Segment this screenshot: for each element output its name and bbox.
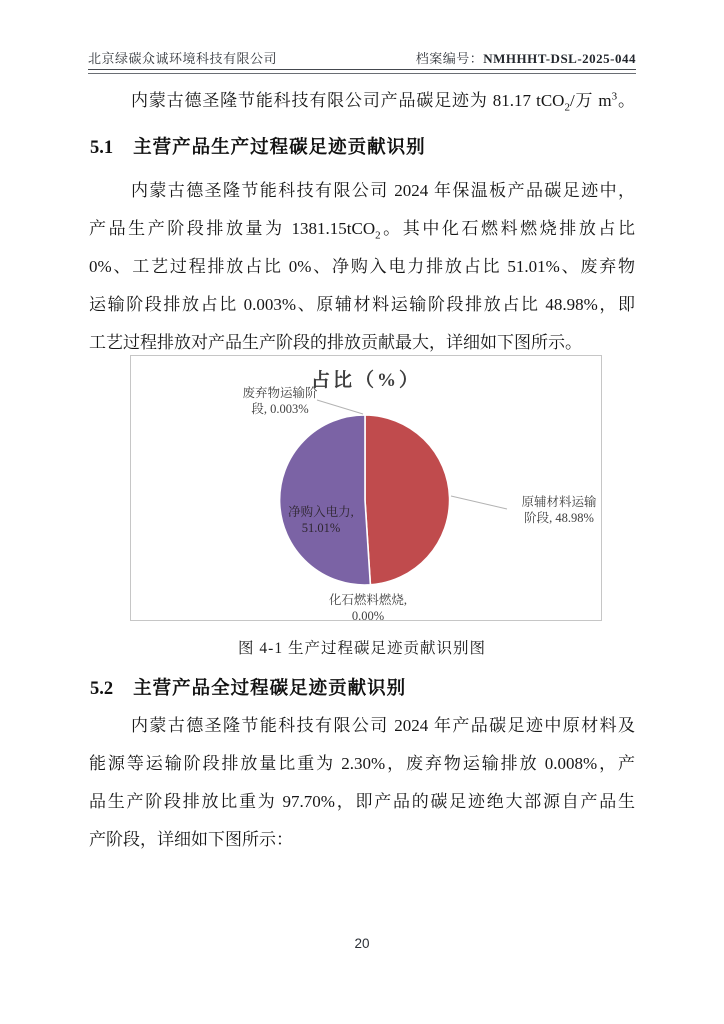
section-title: 主营产品全过程碳足迹贡献识别 [133, 679, 407, 699]
paragraph-line: 品生产阶段排放比重为 97.70%，即产品的碳足迹绝大部源自产品生 [89, 792, 635, 811]
header-archive-number [416, 48, 636, 67]
label-purchased-electricity [261, 504, 381, 536]
paragraph-line: 工艺过程排放对产品生产阶段的排放贡献最大，详细如下图所示。 [89, 333, 582, 352]
chart-title: 占比（%） [310, 370, 421, 391]
label-line: 废弃物运输阶 [242, 386, 318, 400]
paragraph-line: 0%、工艺过程排放占比 0%、净购入电力排放占比 51.01%、废弃物 [89, 257, 635, 276]
section-5-2-heading [90, 674, 636, 700]
label-waste-transport [216, 385, 344, 417]
paragraph-line: 内蒙古德圣隆节能科技有限公司 2024 年保温板产品碳足迹中， [131, 181, 635, 200]
pie-chart-figure [130, 355, 602, 621]
co2-subscript: 2 [375, 229, 381, 242]
paragraph-line [89, 210, 635, 248]
section-5-1-paragraph [89, 172, 635, 362]
leader-line-raw-materials [451, 496, 507, 509]
paragraph-line: 能源等运输阶段排放量比重为 2.30%，废弃物运输排放 0.008%，产 [89, 754, 635, 773]
header-double-rule [88, 69, 636, 74]
section-5-2-paragraph [89, 707, 635, 859]
line-text: 。其中化石燃料燃烧排放占比 [380, 219, 636, 238]
label-line: 净购入电力, [288, 505, 354, 519]
section-number: 5.2 [90, 679, 114, 699]
label-fossil-fuel-combustion [308, 592, 428, 624]
pie-slice-raw-materials-transport [365, 415, 450, 585]
pie-chart-canvas [131, 356, 601, 620]
paragraph-line: 运输阶段排放占比 0.003%、原辅材料运输阶段排放占比 48.98%，即 [89, 295, 635, 314]
line-text: 产品生产阶段排放量为 1381.15tCO [89, 219, 376, 238]
page-number: 20 [354, 936, 370, 951]
label-line: 51.01% [301, 521, 341, 535]
header-company-name: 北京绿碳众诚环境科技有限公司 [88, 51, 278, 66]
section-title: 主营产品生产过程碳足迹贡献识别 [133, 138, 426, 158]
intro-paragraph [89, 84, 635, 118]
figure-caption: 图 4-1 生产过程碳足迹贡献识别图 [238, 640, 486, 657]
pie-slice-purchased-electricity [280, 415, 371, 585]
archive-value: NMHHHT-DSL-2025-044 [483, 51, 636, 66]
section-5-1-heading [90, 133, 636, 159]
paragraph-line: 产阶段，详细如下图所示： [89, 830, 293, 849]
page-header [88, 48, 636, 67]
label-raw-materials-transport [503, 494, 615, 526]
section-number: 5.1 [90, 138, 114, 158]
label-line: 原辅材料运输 [521, 495, 597, 509]
cubic-superscript: 3 [611, 90, 618, 103]
label-line: 化石燃料燃烧, [328, 593, 408, 607]
label-line: 阶段, 48.98% [524, 511, 594, 525]
archive-label: 档案编号： [415, 51, 484, 66]
co2-subscript: 2 [564, 101, 570, 114]
label-line: 段, 0.003% [251, 402, 309, 416]
intro-period: 。 [617, 91, 635, 110]
label-line: 0.00% [351, 609, 385, 623]
intro-unit: /万 m [569, 91, 612, 110]
intro-text: 内蒙古德圣隆节能科技有限公司产品碳足迹为 81.17 tCO [131, 91, 565, 110]
paragraph-line: 内蒙古德圣隆节能科技有限公司 2024 年产品碳足迹中原材料及 [131, 716, 635, 735]
